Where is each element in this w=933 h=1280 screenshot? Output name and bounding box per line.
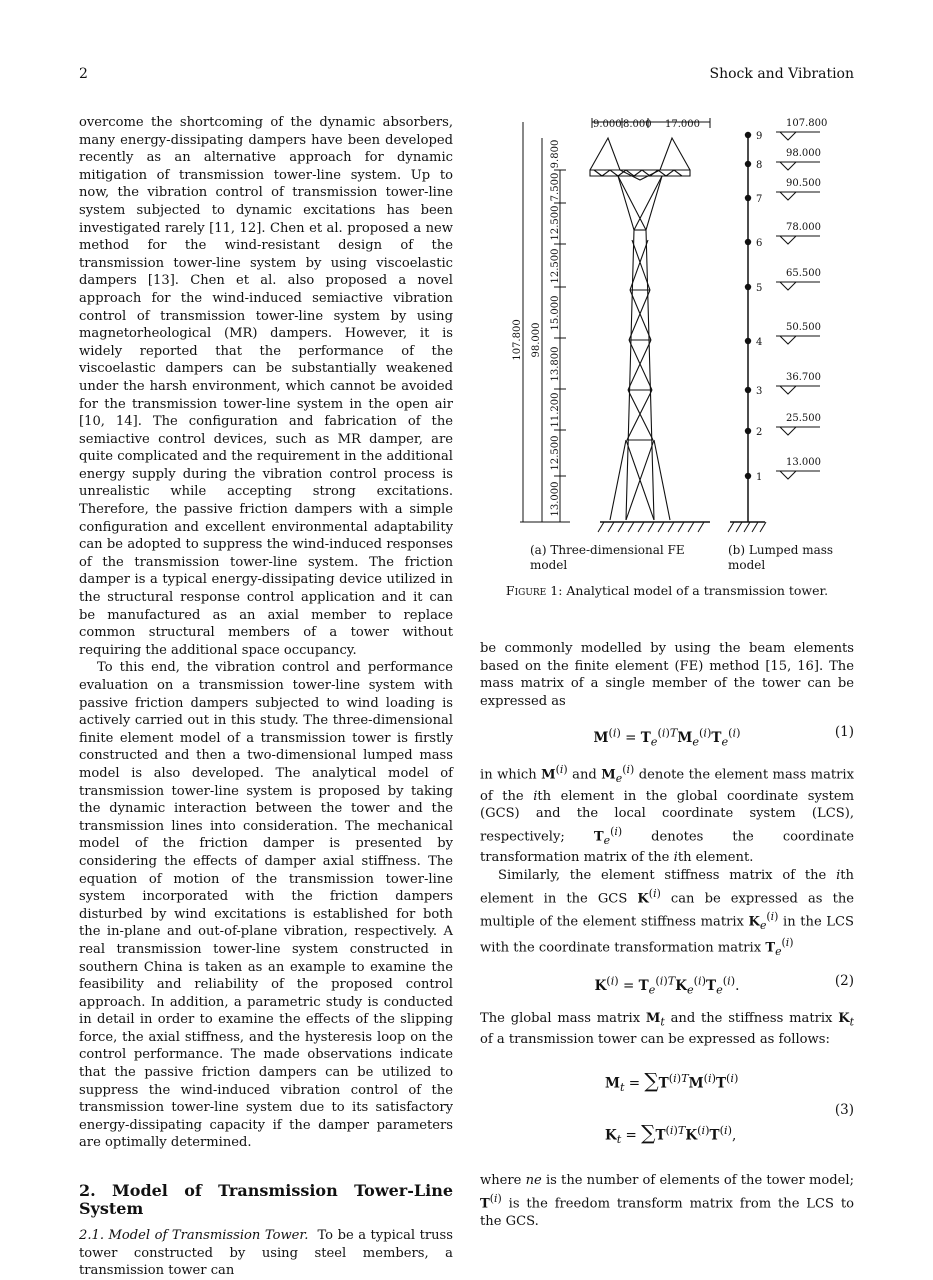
segment-dim: 15.000 <box>550 295 561 331</box>
segment-dim: 13.800 <box>550 346 561 382</box>
elevation-label: 107.800 <box>786 118 828 129</box>
paragraph: overcome the shortcoming of the dynamic absorbers, many energy-dissipating dampers have been developed recently as an alternative approach for dynamic mitigation of transmission tower-line system. Up to now, the vibration control of transmission tower-line system subjected to dynamic excitations has been investigated rarely [11, 12]. Chen et al. proposed a new method for the wind-resistant design of the transmission tower-line system by using viscoelastic dampers [13]. Chen et al. also proposed a novel approach for the wind-induced semiactive vibration control of transmission tower-line system by using magnetorheological (MR) dampers. However, it is widely reported that the performance of the viscoelastic dampers can be substantially weakened under the harsh environment, which cannot be avoided for the transmission tower-line system in the open air [10, 14]. The configuration and fabrication of the semiactive control devices, such as MR damper, are quite complicated and the requirement in the additional energy supply during the vibration control process is unrealistic while accepting strong excitations. Therefore, the passive friction dampers with a simple configuration and excellent environmental adaptability can be adopted to suppress the wind-induced responses of the transmission tower-line system. The friction damper is a typical energy-dissipating device utilized in the structural response control application and it can be manufactured as an axial member to replace common structural members of a tower without requiring the additional space occupancy. <box>79 115 453 658</box>
page-number: 2 <box>79 66 88 82</box>
segment-dim: 7.500 <box>550 172 561 202</box>
elevation-label: 90.500 <box>786 178 821 189</box>
paragraph: The global mass matrix $M_t$ and the stiffness matrix $K_t$ of a transmission tower can be expressed as follows: <box>480 1010 854 1047</box>
paragraph: where ne is the number of elements of the tower model; $T^{(i)}$ is the freedom transform matrix from the LCS to the GCS. <box>480 1173 854 1229</box>
top-dim: 9.000 <box>593 119 622 130</box>
node-label: 5 <box>756 283 763 294</box>
node-label: 4 <box>756 337 763 348</box>
equation-3: $M_t = \sum T^{(i)T}M^{(i)}T^{(i)}$ $K_t = \sum T^{(i)T}K^{(i)}T^{(i)}$, (3) <box>605 1068 854 1147</box>
paragraph: be commonly modelled by using the beam elements based on the finite element (FE) method [15, 16]. The mass matrix of a single member of the tower can be expressed as <box>480 641 854 709</box>
figure-caption: Figure 1: Analytical model of a transmission tower. <box>505 583 829 598</box>
paragraph: To this end, the vibration control and performance evaluation on a transmission tower-line system with passive friction dampers subjected to wind loading is actively carried out in this study. The three-dimensional finite element model of a transmission tower is firstly constructed and then a two-dimensional lumped mass model is also developed. The analytical model of transmission tower-line system is proposed by taking the dynamic interaction between the tower and the transmission lines into consideration. The mechanical model of the friction damper is presented by considering the effects of damper axial stiffness. The equation of motion of the transmission tower-line system incorporated with the friction dampers disturbed by wind excitations is established for both the in-plane and out-of-plane vibration, respectively. A real transmission tower-line system constructed in southern China is taken as an example to examine the feasibility and reliability of the proposed control approach. In addition, a parametric study is conducted in detail in order to examine the effects of the slipping force, the axial stiffness, and the hysteresis loop on the control performance. The made observations indicate that the passive friction dampers can be utilized to suppress the wind-induced vibration control of the transmission tower-line system due to its satisfactory energy-dissipating capacity if the damper parameters are optimally determined. <box>79 660 453 1151</box>
left-column <box>79 114 453 1280</box>
elevation-label: 98.000 <box>786 148 821 159</box>
journal-name: Shock and Vibration <box>709 66 854 82</box>
eq-number: (2) <box>834 972 854 989</box>
paragraph: Similarly, the element stiffness matrix of the ith element in the GCS $K^{(i)}$ can be expressed as the multiple of the element stiffness matrix $K_e^{(i)}$ in the LCS with the coordinate transformation matrix $T_e^{(i)}$ <box>480 868 855 959</box>
elevation-label: 13.000 <box>786 457 821 468</box>
segment-height: 98.000 <box>531 322 542 358</box>
node-label: 3 <box>756 386 763 397</box>
section-title: 2. Model of Transmission Tower-Line System <box>79 1181 453 1218</box>
segment-dim: 12.500 <box>550 205 561 241</box>
equation-1: $M^{(i)} = T_e^{(i)T}M_e^{(i)}T_e^{(i)}$ (1) <box>593 724 854 749</box>
subcaption-a: (a) Three-dimensional FE model <box>530 543 685 572</box>
segment-dim: 11.200 <box>550 392 561 428</box>
elevation-label: 65.500 <box>786 268 821 279</box>
node-label: 2 <box>756 427 763 438</box>
subcaption-b: (b) Lumped mass model <box>728 543 834 572</box>
segment-dim: 12.500 <box>550 435 561 471</box>
node-label: 8 <box>756 160 763 171</box>
node-label: 1 <box>756 472 763 483</box>
top-dim: 8.000 <box>623 119 652 130</box>
segment-dim: 12.500 <box>550 248 561 284</box>
eq-number: (3) <box>834 1102 854 1119</box>
top-dim: 17.000 <box>665 119 700 130</box>
elevation-label: 25.500 <box>786 413 821 424</box>
tower-structure <box>590 138 690 520</box>
eq-number: (1) <box>834 724 854 741</box>
segment-dim: 13.000 <box>550 481 561 517</box>
elevation-label: 50.500 <box>786 322 821 333</box>
tick-marks <box>520 170 570 522</box>
paragraph-text: To be a typical truss tower constructed by using steel members, a transmission tower can <box>79 1228 453 1279</box>
equation-2: $K^{(i)} = T_e^{(i)T}K_e^{(i)}T_e^{(i)}$. (2) <box>594 972 854 997</box>
node-label: 6 <box>756 238 763 249</box>
paragraph: in which $M^{(i)}$ and $M_e^{(i)}$ denote the element mass matrix of the ith element in the global coordinate system (GCS) and the local coordinate system (LCS), respectively; $T_e^{(i)}$ denotes the coordinate transformation matrix of the ith element. <box>480 763 855 866</box>
paragraph <box>79 1227 453 1280</box>
subsection-title: 2.1. Model of Transmission Tower. <box>79 1228 309 1244</box>
total-height: 107.800 <box>512 319 523 361</box>
node-label: 7 <box>756 194 763 205</box>
elevation-label: 36.700 <box>786 372 821 383</box>
tower-figure <box>480 110 880 570</box>
right-column <box>480 640 854 1230</box>
segment-dim: 9.800 <box>550 139 561 169</box>
node-label: 9 <box>756 131 763 142</box>
elevation-label: 78.000 <box>786 222 821 233</box>
